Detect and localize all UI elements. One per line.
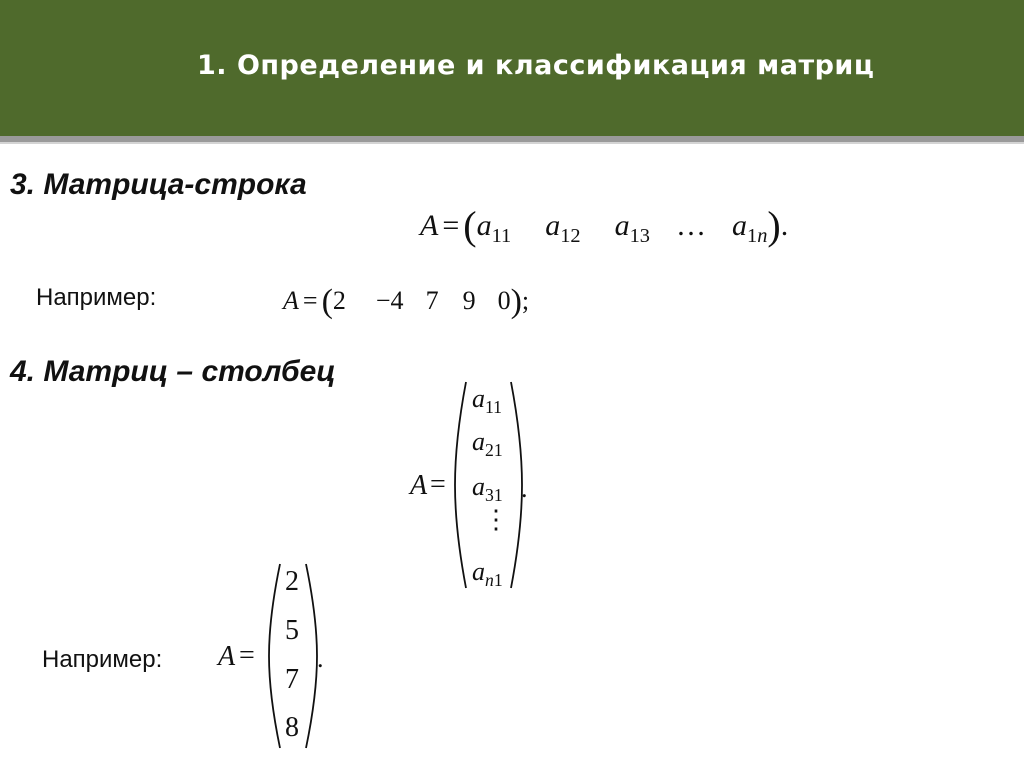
entry-a12: $a_{12}$: [545, 209, 581, 248]
example-end: ;: [521, 286, 530, 315]
column-example-entry: 8: [285, 712, 299, 743]
example-entry: −4: [375, 286, 404, 315]
formula-eq: =: [442, 209, 460, 242]
column-entry-vdots: ⋮: [483, 505, 509, 534]
column-example-entry: 2: [285, 566, 299, 597]
column-lhs: A: [410, 470, 428, 501]
example-entry: 7: [425, 286, 439, 315]
left-paren: [266, 562, 284, 750]
section-3-heading: 3. Матрица-строка: [10, 168, 307, 201]
slide-title: 1. Определение и классификация матриц: [197, 50, 875, 81]
left-paren: (: [463, 203, 477, 248]
example-eq: =: [302, 286, 318, 315]
formula-end: .: [780, 209, 789, 242]
example-label-row: Например:: [36, 284, 157, 311]
column-entry-a11: $a_{11}$: [472, 384, 503, 418]
section-4-heading: 4. Матриц – столбец: [10, 355, 336, 388]
row-matrix-example: A = (2 −4 7 9 0);: [283, 283, 530, 320]
column-entry-a21: $a_{21}$: [472, 427, 503, 461]
example-label-column: Например:: [42, 646, 163, 673]
entry-ellipsis: …: [676, 209, 706, 242]
column-example-eq: =: [239, 640, 255, 671]
left-paren: [452, 380, 470, 590]
column-example-lhs: A: [218, 641, 236, 672]
column-eq: =: [430, 469, 446, 500]
example-entry: 2: [332, 286, 346, 315]
row-matrix-formula: [420, 198, 789, 248]
example-lhs: A: [283, 286, 299, 315]
entry-a1n: $a_{1n}$: [732, 209, 768, 248]
column-entry-an1: $a_{n1}$: [472, 557, 503, 591]
column-example-entry: 5: [285, 615, 299, 646]
column-entry-a31: $a_{31}$: [472, 472, 503, 506]
column-example-end: .: [317, 644, 324, 673]
entry-a11: $a_{11}$: [476, 209, 512, 248]
example-entry: 9: [462, 286, 476, 315]
right-paren: ): [767, 203, 781, 248]
column-example-entry: 7: [285, 664, 299, 695]
header-divider-light: [0, 142, 1024, 144]
entry-a13: $a_{13}$: [614, 209, 650, 248]
formula-lhs: A: [420, 209, 439, 242]
column-end: .: [521, 474, 528, 503]
example-entry: 0: [497, 286, 511, 315]
